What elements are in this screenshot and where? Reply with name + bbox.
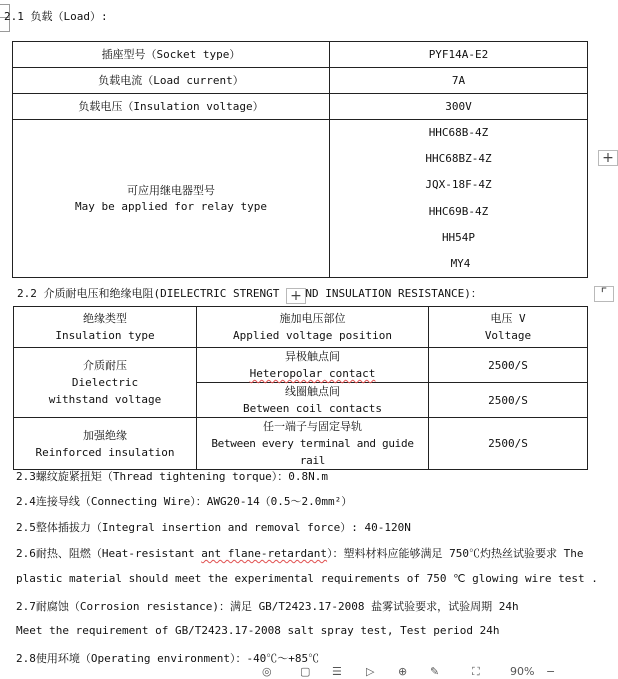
table-cell: 插座型号（Socket type）	[13, 42, 330, 68]
add-row-button[interactable]: +	[286, 288, 306, 304]
relay-label-cell	[13, 120, 330, 278]
header-insulation-type: 绝缘类型 Insulation type	[14, 307, 197, 348]
add-column-button[interactable]: +	[598, 150, 618, 166]
table-row	[13, 42, 588, 68]
globe-icon[interactable]: ◎	[262, 665, 272, 678]
table-row	[14, 348, 588, 383]
spec-corrosion-en: Meet the requirement of GB/T2423.17-2008 salt spray test, Test period 24h	[16, 624, 500, 637]
relay-types-cell	[330, 120, 588, 278]
table-handle-icon[interactable]: ⌜	[594, 286, 614, 302]
relay-label-cn: 可应用继电器型号	[127, 183, 215, 197]
list-icon[interactable]: ☰	[332, 665, 342, 678]
voltage-cell: 2500/S	[429, 383, 588, 418]
zoom-out-icon[interactable]: −	[546, 665, 556, 678]
table-cell: 负载电流（Load current）	[13, 68, 330, 94]
table-cell: 7A	[330, 68, 588, 94]
status-bar	[0, 665, 605, 678]
table-header-row	[14, 307, 588, 348]
zoom-level[interactable]: 90%	[510, 665, 535, 678]
spec-environment: 2.8使用环境（Operating environment）：-40℃～+85℃	[16, 652, 320, 665]
header-applied-position: 施加电压部位 Applied voltage position	[197, 307, 429, 348]
table-cell: PYF14A-E2	[330, 42, 588, 68]
spec-heat-en: plastic material should meet the experimental requirements of 750 ℃ glowing wire test .	[16, 572, 598, 585]
spellcheck-underline: ant flane-retardant	[201, 547, 328, 560]
table-cell: 负载电压（Insulation voltage）	[13, 94, 330, 120]
voltage-cell: 2500/S	[429, 418, 588, 470]
web-icon[interactable]: ⊕	[398, 665, 408, 678]
section-heading-load: 2.1 负载（Load）:	[4, 10, 108, 23]
relay-type: HHC68BZ-4Z	[425, 152, 492, 166]
spec-torque: 2.3螺纹旋紧扭矩（Thread tightening torque）：0.8N.m	[16, 470, 329, 483]
relay-type: HHC68B-4Z	[428, 126, 489, 139]
relay-type: JQX-18F-4Z	[425, 178, 492, 192]
reinforced-type-cell: 加强绝缘 Reinforced insulation	[14, 418, 197, 470]
spec-force: 2.5整体插拔力（Integral insertion and removal force）: 40-120N	[16, 521, 411, 534]
relay-type: MY4	[450, 256, 471, 270]
table-row	[13, 94, 588, 120]
table-cell: 300V	[330, 94, 588, 120]
position-cell: 任一端子与固定导轨 Between every terminal and guide rail	[197, 418, 429, 470]
table-row	[13, 68, 588, 94]
relay-label-en: May be applied for relay type	[74, 199, 268, 213]
load-table	[12, 41, 588, 278]
play-icon[interactable]: ▷	[366, 665, 375, 678]
relay-type: HH54P	[441, 230, 476, 244]
page-icon[interactable]: ▢	[300, 665, 311, 678]
relay-type: HHC69B-4Z	[428, 204, 489, 218]
spec-heat: 2.6耐热、阻燃（Heat-resistant ant flane-retardant）：塑料材料应能够满足 750℃灼热丝试验要求 The	[16, 547, 584, 560]
fit-icon[interactable]: ⛶	[472, 665, 480, 678]
header-voltage: 电压 V Voltage	[429, 307, 588, 348]
table-row	[14, 418, 588, 470]
section-heading-dielectric: 2.2 介质耐电压和绝缘电阻(DIELECTRIC STRENGT ND INSULATION RESISTANCE)：	[17, 287, 482, 300]
pen-icon[interactable]: ✎	[430, 665, 440, 678]
dielectric-type-cell: 介质耐压 Dielectric withstand voltage	[14, 348, 197, 418]
position-cell: 线圈触点间 Between coil contacts	[197, 383, 429, 418]
table-row	[13, 120, 588, 278]
voltage-cell: 2500/S	[429, 348, 588, 383]
spec-corrosion: 2.7耐腐蚀（Corrosion resistance)：满足 GB/T2423.17-2008 盐雾试验要求，试验周期 24h	[16, 600, 519, 613]
dielectric-table	[13, 306, 588, 470]
position-cell: 异极触点间 Heteropolar contact	[197, 348, 429, 383]
spec-wire: 2.4连接导线（Connecting Wire）：AWG20-14（0.5～2.0mm²）	[16, 495, 353, 508]
